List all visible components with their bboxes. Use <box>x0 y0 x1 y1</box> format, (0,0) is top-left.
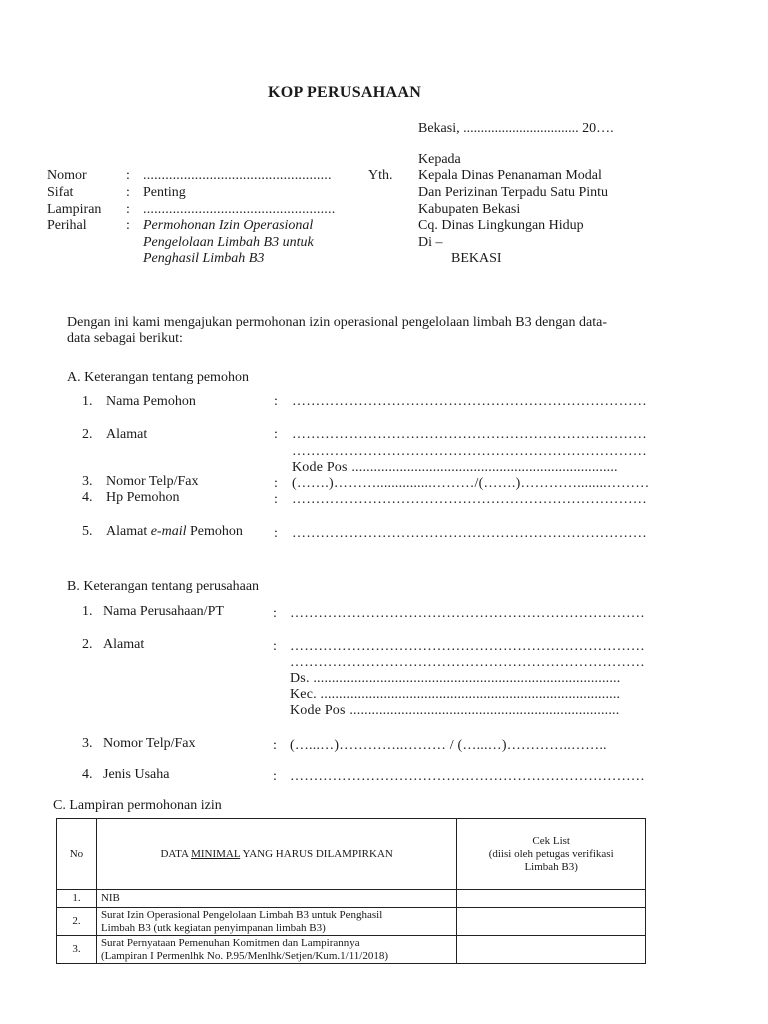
b-item-4-colon: : <box>273 769 277 784</box>
b-item-2-colon: : <box>273 639 277 654</box>
table-header-row <box>57 819 646 890</box>
b-item-1-label: Nama Perusahaan/PT <box>103 604 224 619</box>
section-c-heading: C. Lampiran permohonan izin <box>53 798 222 813</box>
b-item-1-value: ………………………………………………………………… <box>290 606 645 621</box>
a-item-1-value: ………………………………………………………………… <box>292 394 647 409</box>
perihal-line-2: Pengelolaan Limbah B3 untuk <box>143 235 314 250</box>
col-no-header: No <box>57 819 97 890</box>
b-item-2-num: 2. <box>82 637 93 652</box>
row-2-text <box>96 908 456 936</box>
a-item-2-value-1: ………………………………………………………………… <box>292 427 647 442</box>
a-item-3-label: Nomor Telp/Fax <box>106 474 199 489</box>
b-item-3-value: (…...…)…………..……… / (…...…)…………..…….. <box>290 738 607 753</box>
col-cek-line-1: Cek List <box>532 834 570 847</box>
a-item-4-value: ………………………………………………………………… <box>292 492 647 507</box>
a-kode-pos: Kode Pos ........................................................................ <box>292 460 618 475</box>
col-data-header <box>96 819 456 890</box>
nomor-value: ................................................... <box>143 168 332 183</box>
a-item-2-value-2: ………………………………………………………………… <box>292 444 647 459</box>
a-item-1-num: 1. <box>82 394 93 409</box>
a-item-5-label-post: Pemohon <box>186 524 243 539</box>
label-sifat: Sifat <box>47 185 74 200</box>
a-item-2-num: 2. <box>82 427 93 442</box>
table-row <box>57 890 646 908</box>
row-2-check[interactable] <box>457 908 646 936</box>
label-lampiran: Lampiran <box>47 202 102 217</box>
date-line: Bekasi, ................................. 20…. <box>418 121 614 136</box>
b-item-3-colon: : <box>273 738 277 753</box>
a-item-5-label <box>106 523 243 540</box>
row-1-text <box>96 890 456 908</box>
perihal-line-3: Penghasil Limbah B3 <box>143 251 265 266</box>
lampiran-table <box>56 818 646 964</box>
col-data-post: YANG HARUS DILAMPIRKAN <box>240 847 393 860</box>
col-data-ul: MINIMAL <box>191 847 241 860</box>
a-item-4-colon: : <box>274 492 278 507</box>
row-3-check[interactable] <box>457 936 646 964</box>
a-item-5-colon: : <box>274 526 278 541</box>
lampiran-value: .................................................... <box>143 202 336 217</box>
row-3-line-1: Surat Pernyataan Pemenuhan Komitmen dan Lampirannya <box>100 936 360 949</box>
row-2-no: 2. <box>57 908 97 936</box>
row-1-line-1: NIB <box>100 892 120 904</box>
b-item-3-num: 3. <box>82 736 93 751</box>
recipient-line-1: Kepala Dinas Penanaman Modal <box>418 168 602 183</box>
b-item-1-num: 1. <box>82 604 93 619</box>
colon-perihal: : <box>126 218 130 233</box>
row-2-line-2: Limbah B3 (utk kegiatan penyimpanan limbah B3) <box>100 921 326 934</box>
row-1-no: 1. <box>57 890 97 908</box>
b-item-4-value: ………………………………………………………………… <box>290 769 645 784</box>
a-item-3-num: 3. <box>82 474 93 489</box>
row-1-check[interactable] <box>457 890 646 908</box>
a-item-2-colon: : <box>274 427 278 442</box>
b-item-2-label: Alamat <box>103 637 145 652</box>
col-cek-header <box>457 819 646 890</box>
table-row <box>57 936 646 964</box>
b-item-4-label: Jenis Usaha <box>103 767 170 782</box>
recipient-line-2: Dan Perizinan Terpadu Satu Pintu <box>418 185 609 200</box>
col-cek-line-3: Limbah B3) <box>524 860 578 873</box>
b-item-2-value-1: ………………………………………………………………… <box>290 639 645 654</box>
b-kec: Kec. ................................................................................. <box>290 687 621 702</box>
b-item-2-value-2: ………………………………………………………………… <box>290 655 645 670</box>
a-item-2-label: Alamat <box>106 427 148 442</box>
colon-sifat: : <box>126 185 130 200</box>
a-item-5-value: ………………………………………………………………… <box>292 526 647 541</box>
recipient-kepada: Kepada <box>418 152 461 167</box>
recipient-line-3: Kabupaten Bekasi <box>418 202 521 217</box>
colon-nomor: : <box>126 168 130 183</box>
col-data-pre: DATA <box>160 847 192 860</box>
colon-lampiran: : <box>126 202 130 217</box>
recipient-yth: Yth. <box>368 168 393 183</box>
a-item-5-num: 5. <box>82 524 93 539</box>
recipient-line-5: Di – <box>418 235 443 250</box>
sifat-value: Penting <box>143 185 186 200</box>
row-3-text <box>96 936 456 964</box>
intro-line-1: Dengan ini kami mengajukan permohonan izin operasional pengelolaan limbah B3 dengan data- <box>67 315 607 330</box>
a-item-4-label: Hp Pemohon <box>106 490 180 505</box>
row-2-line-1: Surat Izin Operasional Pengelolaan Limbah B3 untuk Penghasil <box>100 908 383 921</box>
b-item-3-label: Nomor Telp/Fax <box>103 736 196 751</box>
page-title: KOP PERUSAHAAN <box>268 84 422 101</box>
col-cek-line-2: (diisi oleh petugas verifikasi <box>488 847 614 860</box>
a-item-4-num: 4. <box>82 490 93 505</box>
row-3-line-2: (Lampiran I Permenlhk No. P.95/Menlhk/Setjen/Kum.1/11/2018) <box>100 949 389 962</box>
section-b-heading: B. Keterangan tentang perusahaan <box>67 579 260 594</box>
b-item-1-colon: : <box>273 606 277 621</box>
recipient-line-4: Cq. Dinas Lingkungan Hidup <box>418 218 584 233</box>
b-item-4-num: 4. <box>82 767 93 782</box>
b-ds: Ds. ................................................................................... <box>290 671 621 686</box>
intro-line-2: data sebagai berikut: <box>67 331 183 346</box>
label-nomor: Nomor <box>47 168 87 183</box>
b-kode-pos: Kode Pos ......................................................................... <box>290 703 620 718</box>
a-item-1-label: Nama Pemohon <box>106 394 196 409</box>
a-item-3-colon: : <box>274 476 278 491</box>
a-item-3-value: (…….)………...............………/(…….)…………........……… <box>292 476 650 491</box>
label-perihal: Perihal <box>47 218 87 233</box>
table-row <box>57 908 646 936</box>
recipient-city: BEKASI <box>451 251 502 266</box>
row-3-no: 3. <box>57 936 97 964</box>
a-item-5-label-em: e-mail <box>150 524 187 539</box>
a-item-1-colon: : <box>274 394 278 409</box>
a-item-5-label-pre: Alamat <box>106 524 151 539</box>
perihal-line-1: Permohonan Izin Operasional <box>143 218 314 233</box>
section-a-heading: A. Keterangan tentang pemohon <box>67 370 249 385</box>
